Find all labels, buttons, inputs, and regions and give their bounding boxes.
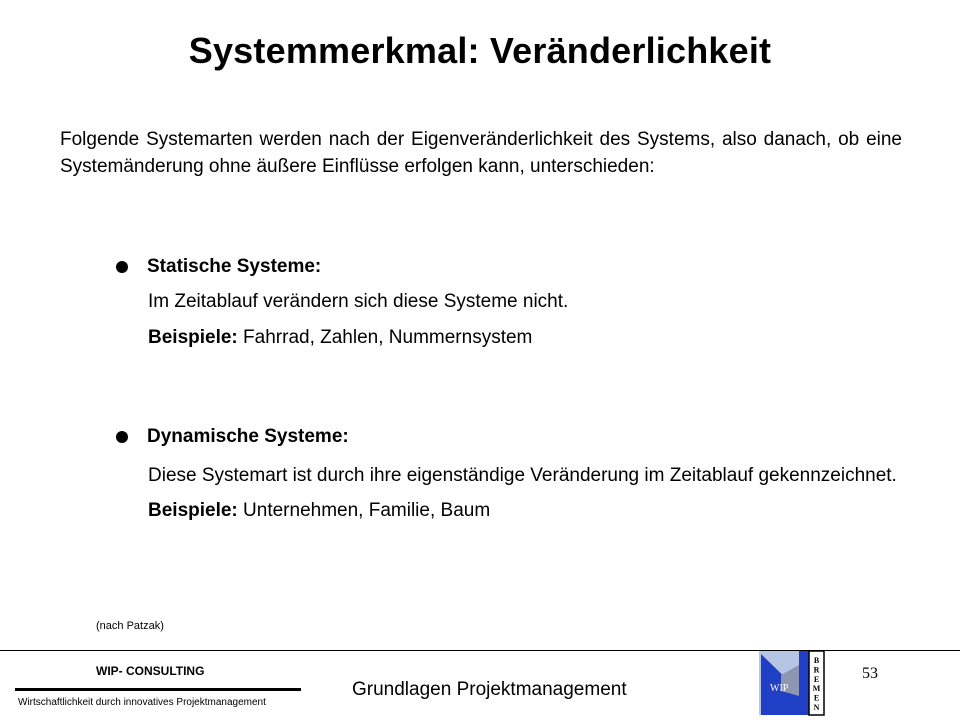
bullet-row (116, 252, 902, 282)
bullet-icon (116, 431, 128, 443)
section-heading: Dynamische Systeme: (147, 426, 349, 447)
page-number: 53 (862, 665, 878, 682)
logo-letter: E (813, 693, 820, 703)
bullet-row (116, 422, 902, 452)
logo-letter: B (813, 656, 820, 665)
intro-paragraph: Folgende Systemarten werden nach der Eigenveränderlichkeit des Systems, also danach, ob eine Systemänderung ohne äußere Einflüsse erfolgen kann, unterschieden: (60, 129, 902, 177)
section-description: Im Zeitablauf verändern sich diese Systeme nicht. (148, 291, 569, 312)
company-name: WIP- CONSULTING (96, 664, 205, 678)
examples-text: Fahrrad, Zahlen, Nummernsystem (243, 327, 533, 348)
section-examples (148, 496, 902, 526)
logo-text: WIP (770, 683, 789, 694)
section-examples (148, 326, 902, 350)
company-underline (15, 688, 301, 691)
logo-letter: R (813, 665, 820, 675)
source-note: (nach Patzak) (96, 620, 164, 632)
bullet-icon (116, 261, 128, 273)
wip-bremen-logo-icon (759, 651, 851, 717)
logo-blue-bar (799, 651, 809, 715)
slide-title: Systemmerkmal: Veränderlichkeit (188, 30, 772, 71)
logo-letter: M (812, 684, 821, 694)
logo-letter: N (813, 703, 820, 712)
section-dynamic-systems (116, 422, 902, 526)
section-static-systems (116, 252, 902, 350)
footer-title: Grundlagen Projektmanagement (352, 679, 627, 700)
examples-text: Unternehmen, Familie, Baum (243, 500, 491, 521)
logo-letter: E (813, 674, 820, 684)
section-heading: Statische Systeme: (147, 256, 322, 277)
section-description: Diese Systemart ist durch ihre eigenständige Veränderung im Zeitablauf gekennzeichnet. (148, 465, 897, 486)
examples-label: Beispiele: (148, 327, 238, 348)
company-tagline: Wirtschaftlichkeit durch innovatives Projektmanagement (18, 697, 266, 708)
examples-label: Beispiele: (148, 500, 238, 521)
